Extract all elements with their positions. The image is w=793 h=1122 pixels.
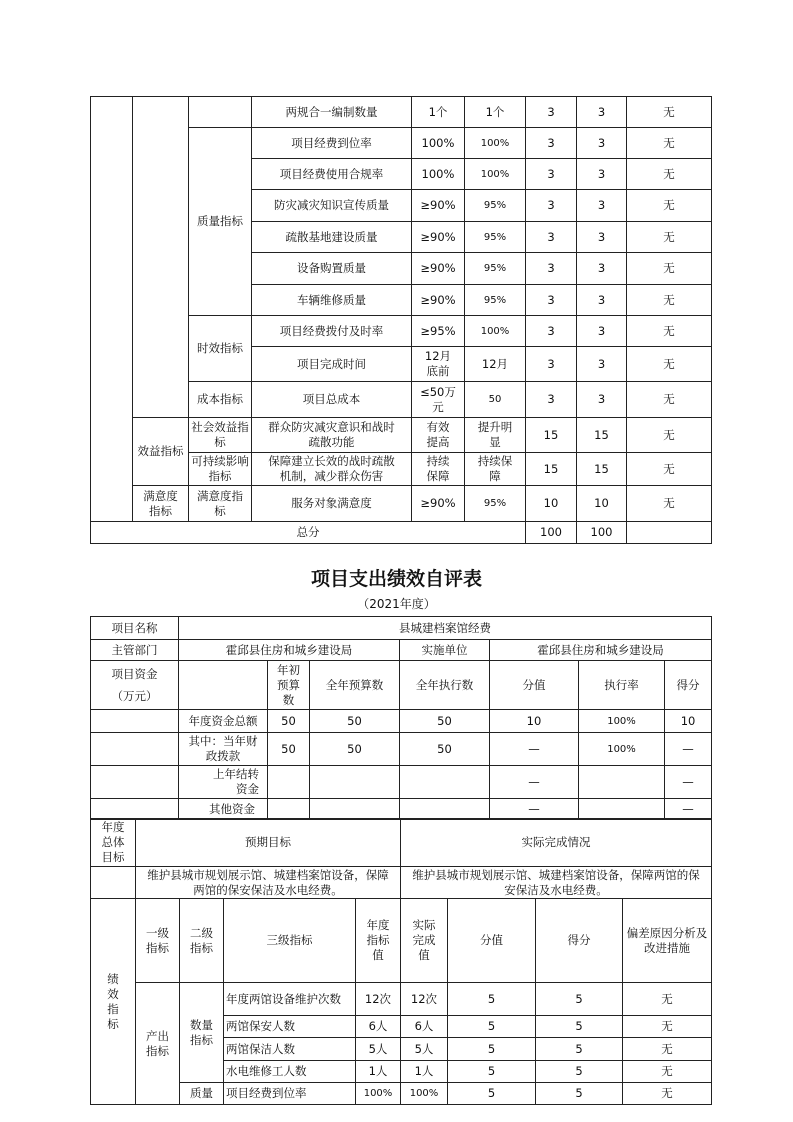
score: 5 [536,1038,623,1061]
target-value: 1人 [356,1061,401,1083]
score: 3 [577,159,627,190]
indicator: 项目经费到位率 [252,128,412,159]
score: 3 [577,190,627,222]
quality-indicator-label: 质量指标 [189,128,252,316]
initial-budget [268,766,310,799]
target-value: ≥95% [412,316,465,347]
score-value: 3 [526,316,577,347]
score: 3 [577,285,627,316]
header-level1: 一级指标 [136,899,180,983]
indicator: 车辆维修质量 [252,285,412,316]
target-value: ≥90% [412,253,465,285]
annual-execution [400,766,490,799]
score-value: 15 [526,453,577,486]
score-value: — [490,733,579,766]
funds-label: 项目资金（万元） [91,661,179,710]
empty-cell [179,661,268,710]
total-score-value: 100 [526,522,577,544]
score: — [665,766,712,799]
satisfaction-label: 满意度指标 [133,486,189,522]
score: 3 [577,316,627,347]
score-value: 15 [526,418,577,453]
actual-value: 1个 [465,97,526,128]
target-value: ≥90% [412,190,465,222]
score: 3 [577,382,627,418]
actual-value: 12次 [401,983,448,1016]
indicator: 项目总成本 [252,382,412,418]
deviation: 无 [627,190,712,222]
indicator: 疏散基地建设质量 [252,222,412,253]
initial-budget: 50 [268,710,310,733]
target-value: 6人 [356,1016,401,1038]
deviation: 无 [627,382,712,418]
header-initial-budget: 年初预算数 [268,661,310,710]
indicator: 服务对象满意度 [252,486,412,522]
total-score: 100 [577,522,627,544]
indicator: 设备购置质量 [252,253,412,285]
empty-cell [189,97,252,128]
actual-value: 6人 [401,1016,448,1038]
header-level2: 二级指标 [180,899,224,983]
score-value: 3 [526,97,577,128]
deviation: 无 [627,253,712,285]
target-value: 持续保障 [412,453,465,486]
score-value: 3 [526,382,577,418]
table-row [91,867,712,899]
social-benefit-label: 社会效益指标 [189,418,252,453]
score-value: 3 [526,285,577,316]
score: 5 [536,1016,623,1038]
score: 5 [536,1061,623,1083]
indicator: 两馆保安人数 [224,1016,356,1038]
indicator: 保障建立长效的战时疏散机制，减少群众伤害 [252,453,412,486]
actual-value: 100% [465,159,526,190]
score-value: 5 [448,983,536,1016]
quantity-indicator-label: 数量指标 [180,983,224,1083]
target-value: ≤50万元 [412,382,465,418]
empty-cell [627,522,712,544]
score-value: 3 [526,128,577,159]
table-row [91,766,712,799]
fund-type: 上年结转资金 [179,766,268,799]
target-value: ≥90% [412,222,465,253]
header-row [91,899,712,983]
indicator: 两馆保洁人数 [224,1038,356,1061]
score: 3 [577,128,627,159]
deviation: 无 [627,453,712,486]
empty-cell [91,733,179,766]
dept-value: 霍邱县住房和城乡建设局 [179,640,400,661]
empty-cell [133,97,189,418]
actual-value: 提升明显 [465,418,526,453]
score-value: 5 [448,1083,536,1105]
header-score-value: 分值 [448,899,536,983]
annual-budget: 50 [310,710,400,733]
score: 3 [577,347,627,382]
actual-value: 95% [465,190,526,222]
target-value: 100% [412,128,465,159]
actual-value: 100% [401,1083,448,1105]
score-value: 3 [526,222,577,253]
deviation: 无 [623,983,712,1016]
header-execution-rate: 执行率 [579,661,665,710]
execution-rate [579,766,665,799]
deviation: 无 [627,316,712,347]
target-value: 12次 [356,983,401,1016]
annual-budget [310,766,400,799]
header-deviation: 偏差原因分析及改进措施 [623,899,712,983]
table-row [91,661,712,710]
benefit-indicator-label: 效益指标 [133,418,189,486]
initial-budget: 50 [268,733,310,766]
dept-label: 主管部门 [91,640,179,661]
page-title: 项目支出绩效自评表 [310,568,482,590]
annual-budget: 50 [310,733,400,766]
header-score: 得分 [665,661,712,710]
actual-completion-label: 实际完成情况 [401,819,712,867]
indicator: 项目完成时间 [252,347,412,382]
execution-rate [579,799,665,820]
deviation: 无 [623,1083,712,1105]
target-value: 100% [356,1083,401,1105]
score-value: 3 [526,190,577,222]
empty-cell [91,97,133,522]
deviation: 无 [623,1016,712,1038]
annual-goal-label: 年度总体目标 [91,819,136,867]
deviation: 无 [623,1038,712,1061]
score: 15 [577,453,627,486]
empty-cell [91,799,179,820]
actual-completion-text: 维护县城市规划展示馆、城建档案馆设备，保障两馆的保安保洁及水电经费。 [401,867,712,899]
indicator: 项目经费到位率 [224,1083,356,1105]
table-row [91,819,712,867]
deviation: 无 [627,285,712,316]
empty-cell [91,710,179,733]
indicator: 水电维修工人数 [224,1061,356,1083]
table-row [91,97,712,128]
sustainable-impact-label: 可持续影响指标 [189,453,252,486]
satisfaction-sub-label: 满意度指标 [189,486,252,522]
actual-value: 50 [465,382,526,418]
cost-indicator-label: 成本指标 [189,382,252,418]
deviation: 无 [627,222,712,253]
table-row [91,617,712,640]
performance-goals-table [90,818,712,1105]
annual-execution [400,799,490,820]
target-value: 1个 [412,97,465,128]
target-value: 5人 [356,1038,401,1061]
score-value: 10 [526,486,577,522]
score: 10 [665,710,712,733]
score: 3 [577,222,627,253]
target-value: 12月底前 [412,347,465,382]
deviation: 无 [627,486,712,522]
deviation: 无 [627,159,712,190]
score: 3 [577,97,627,128]
execution-rate: 100% [579,733,665,766]
score: — [665,799,712,820]
score-value: — [490,766,579,799]
target-value: ≥90% [412,285,465,316]
project-name-label: 项目名称 [91,617,179,640]
table-row [91,640,712,661]
header-actual-value: 实际完成值 [401,899,448,983]
header-score: 得分 [536,899,623,983]
expected-goal-text: 维护县城市规划展示馆、城建档案馆设备，保障两馆的保安保洁及水电经费。 [136,867,401,899]
expected-goal-label: 预期目标 [136,819,401,867]
annual-budget [310,799,400,820]
deviation: 无 [623,1061,712,1083]
score-value: 10 [490,710,579,733]
annual-execution: 50 [400,733,490,766]
indicator: 项目经费拨付及时率 [252,316,412,347]
empty-cell [91,766,179,799]
header-annual-target: 年度指标值 [356,899,401,983]
table-row [91,799,712,820]
page-subtitle: （2021年度） [357,597,436,611]
actual-value: 100% [465,128,526,159]
timeliness-indicator-label: 时效指标 [189,316,252,382]
score-value: 5 [448,1016,536,1038]
deviation: 无 [627,418,712,453]
actual-value: 1人 [401,1061,448,1083]
score-value: 3 [526,347,577,382]
score: 15 [577,418,627,453]
project-funds-table [90,616,712,820]
score: 5 [536,1083,623,1105]
table-row [91,418,712,453]
indicator: 群众防灾减灾意识和战时疏散功能 [252,418,412,453]
table-row [91,710,712,733]
project-name: 县城建档案馆经费 [179,617,712,640]
impl-unit-value: 霍邱县住房和城乡建设局 [490,640,712,661]
deviation: 无 [627,347,712,382]
actual-value: 95% [465,285,526,316]
deviation: 无 [627,97,712,128]
fund-type: 年度资金总额 [179,710,268,733]
fund-type: 其中：当年财政拨款 [179,733,268,766]
indicator: 防灾减灾知识宣传质量 [252,190,412,222]
score: 10 [577,486,627,522]
indicator: 两规合一编制数量 [252,97,412,128]
deviation: 无 [627,128,712,159]
performance-table-continued [90,96,712,544]
score-value: 3 [526,253,577,285]
table-row [91,1083,712,1105]
header-level3: 三级指标 [224,899,356,983]
initial-budget [268,799,310,820]
header-annual-budget: 全年预算数 [310,661,400,710]
table-row [91,983,712,1016]
output-indicator-label: 产出指标 [136,983,180,1105]
actual-value: 95% [465,486,526,522]
actual-value: 100% [465,316,526,347]
performance-indicator-label: 绩效指标 [91,899,136,1105]
score: 5 [536,983,623,1016]
actual-value: 95% [465,222,526,253]
score: — [665,733,712,766]
total-label: 总分 [91,522,526,544]
header-annual-execution: 全年执行数 [400,661,490,710]
quality-indicator-label: 质量 [180,1083,224,1105]
total-row [91,522,712,544]
indicator: 年度两馆设备维护次数 [224,983,356,1016]
score-value: — [490,799,579,820]
table-row [91,486,712,522]
score-value: 3 [526,159,577,190]
fund-type: 其他资金 [179,799,268,820]
target-value: 100% [412,159,465,190]
target-value: ≥90% [412,486,465,522]
actual-value: 12月 [465,347,526,382]
header-score-value: 分值 [490,661,579,710]
impl-unit-label: 实施单位 [400,640,490,661]
actual-value: 5人 [401,1038,448,1061]
score: 3 [577,253,627,285]
score-value: 5 [448,1038,536,1061]
indicator: 项目经费使用合规率 [252,159,412,190]
execution-rate: 100% [579,710,665,733]
actual-value: 持续保障 [465,453,526,486]
target-value: 有效提高 [412,418,465,453]
empty-cell [91,867,136,899]
actual-value: 95% [465,253,526,285]
score-value: 5 [448,1061,536,1083]
annual-execution: 50 [400,710,490,733]
table-row [91,733,712,766]
